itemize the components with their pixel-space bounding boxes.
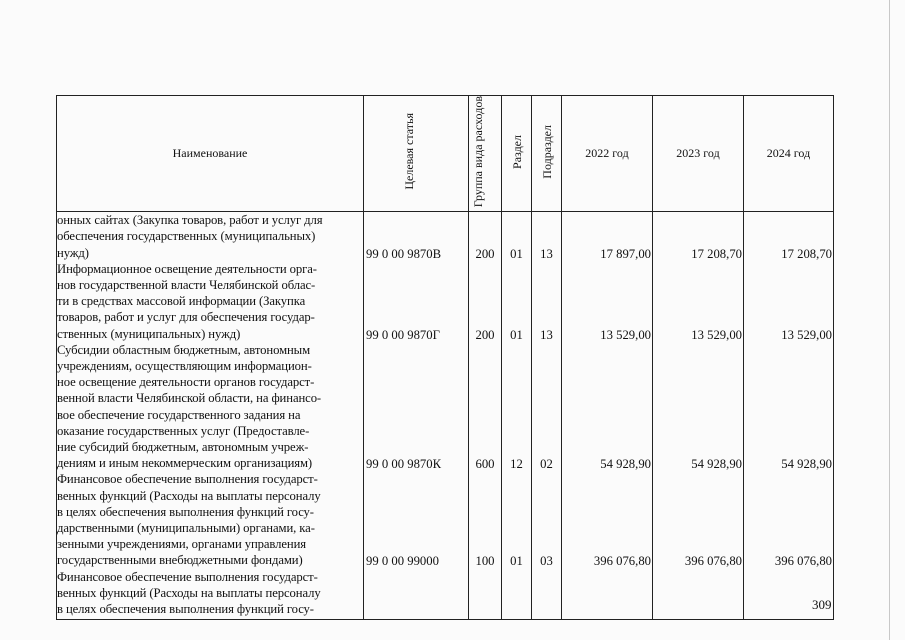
amount-2024-value: 54 928,90 [781, 457, 832, 472]
description-line: ное освещение деятельности органов государст- [57, 375, 315, 390]
expense-group-value: 100 [475, 554, 495, 569]
amount-2023-value: 17 208,70 [691, 246, 742, 261]
subsection-cell [532, 212, 562, 620]
page-edge [889, 0, 890, 640]
description-line: Информационное освещение деятельности орга- [57, 261, 317, 276]
description-line: венной власти Челябинской области, на финансо- [57, 391, 322, 406]
section-value: 12 [510, 457, 523, 472]
expense-group-value: 200 [475, 246, 495, 261]
header-2024: 2024 год [744, 96, 834, 212]
subsection-value: 13 [540, 246, 553, 261]
header-group: Группа вида расходов [469, 96, 502, 212]
page-number: 309 [812, 597, 832, 612]
header-subsection: Подраздел [532, 96, 562, 212]
target-article-cell [364, 212, 469, 620]
amount-2022-value: 54 928,90 [600, 457, 651, 472]
header-section: Раздел [502, 96, 532, 212]
description-line: государственными внебюджетными фондами) [57, 553, 303, 568]
amount-2022-cell [562, 212, 653, 620]
section-cell [502, 212, 532, 620]
header-name: Наименование [57, 96, 364, 212]
expense-group-value: 200 [475, 327, 495, 342]
subsection-value: 13 [540, 327, 553, 342]
description-line: нужд) [57, 245, 89, 260]
description-line: зенными учреждениями, органами управления [57, 537, 307, 552]
description-line: товаров, работ и услуг для обеспечения государ- [57, 310, 315, 325]
description-line: ти в средствах массовой информации (Закупка [57, 294, 306, 309]
header-target: Целевая статья [364, 96, 469, 212]
header-2022: 2022 год [562, 96, 653, 212]
amount-2023-value: 13 529,00 [691, 327, 742, 342]
description-line: ние субсидий бюджетным, автономным учреж- [57, 440, 309, 455]
table-body-row [57, 212, 834, 620]
description-line: дарственными (муниципальными) органами, ка- [57, 521, 315, 536]
description-line: вое обеспечение государственного задания на [57, 407, 301, 422]
amount-2022-value: 17 897,00 [600, 246, 651, 261]
header-2023: 2023 год [653, 96, 744, 212]
amount-2024-value: 17 208,70 [781, 246, 832, 261]
description-line: в целях обеспечения выполнения функций госу- [57, 504, 314, 519]
section-value: 01 [510, 246, 523, 261]
description-line: венных функций (Расходы на выплаты персоналу [57, 585, 321, 600]
amount-2023-value: 396 076,80 [684, 554, 742, 569]
description-line: Финансовое обеспечение выполнения государст- [57, 569, 318, 584]
subsection-value: 02 [540, 457, 553, 472]
amount-2022-value: 13 529,00 [600, 327, 651, 342]
amount-2023-value: 54 928,90 [691, 457, 742, 472]
section-value: 01 [510, 327, 523, 342]
amount-2023-cell [653, 212, 744, 620]
amount-2024-cell [744, 212, 834, 620]
budget-table [56, 95, 834, 620]
target-article-value: 99 0 00 99000 [366, 554, 439, 569]
description-line: Субсидии областным бюджетным, автономным [57, 342, 311, 357]
target-article-value: 99 0 00 9870В [366, 246, 442, 261]
header-row [57, 96, 834, 212]
expense-group-value: 600 [475, 457, 495, 472]
description-line: в целях обеспечения выполнения функций госу- [57, 602, 314, 617]
description-line: учреждениям, осуществляющим информацион- [57, 359, 312, 374]
description-line: ственных (муниципальных) нужд) [57, 326, 241, 341]
expense-group-cell [469, 212, 502, 620]
description-line: нов государственной власти Челябинской облас- [57, 278, 316, 292]
subsection-value: 03 [540, 554, 553, 569]
amount-2024-value: 396 076,80 [774, 554, 832, 569]
description-line: дениям и иным некоммерческим организациям) [57, 456, 313, 471]
description-line: Финансовое обеспечение выполнения государст- [57, 472, 318, 487]
target-article-value: 99 0 00 9870К [366, 457, 442, 472]
description-line: оказание государственных услуг (Предоставле- [57, 423, 310, 438]
target-article-value: 99 0 00 9870Г [366, 327, 440, 342]
description-line: обеспечения государственных (муниципальных) [57, 229, 316, 244]
description-line: венных функций (Расходы на выплаты персоналу [57, 488, 321, 503]
amount-2022-value: 396 076,80 [593, 554, 651, 569]
amount-2024-value: 13 529,00 [781, 327, 832, 342]
name-cell [57, 212, 364, 620]
section-value: 01 [510, 554, 523, 569]
description-line: онных сайтах (Закупка товаров, работ и услуг для [57, 213, 323, 228]
